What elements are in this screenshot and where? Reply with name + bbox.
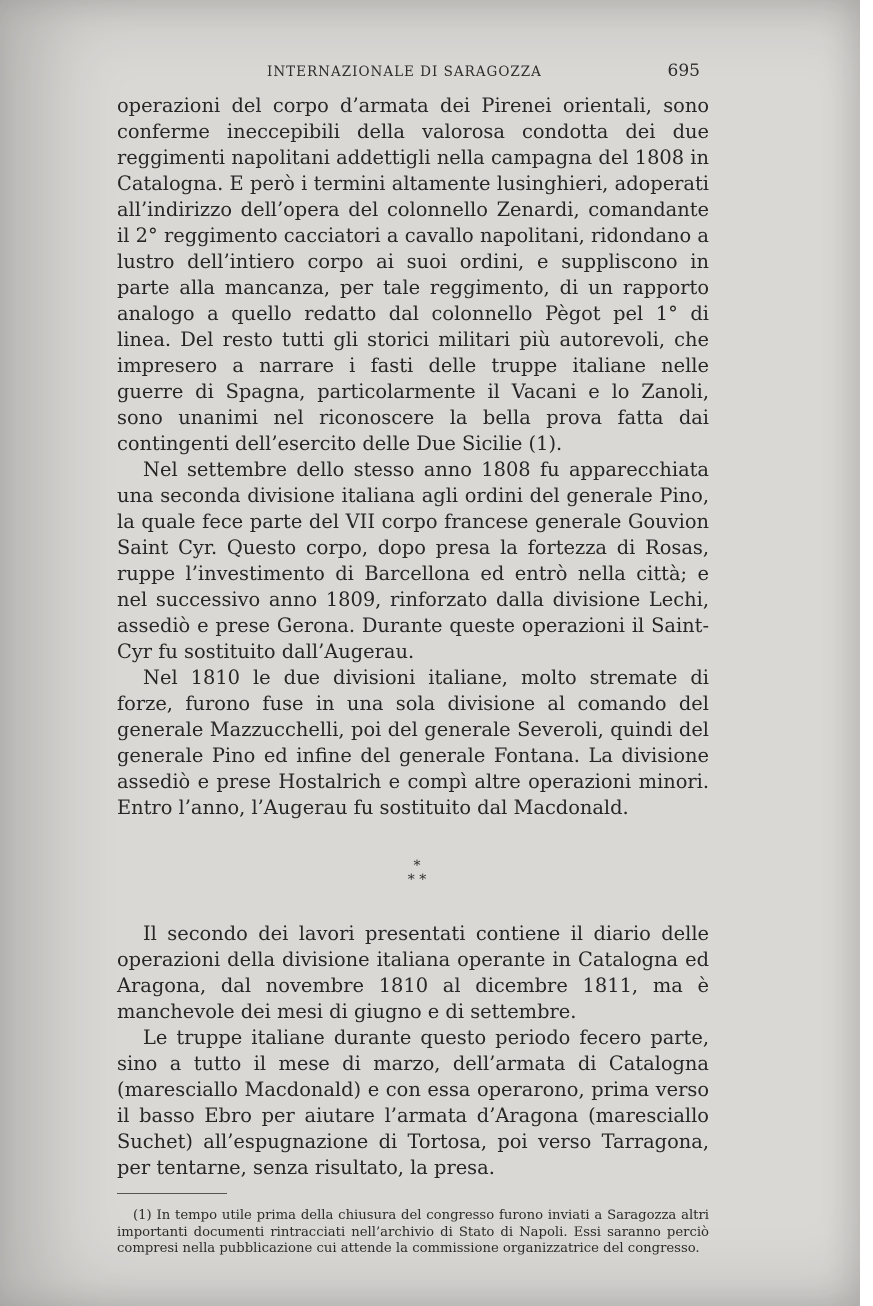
paragraph: operazioni del corpo d’armata dei Pirenei orientali, sono conferme ineccepibili della valorosa condotta dei due reggimenti napolitani addettigli nella campagna del 1808 in Catalogna. E però i termini altamente lusinghieri, adoperati all’indirizzo dell’opera del colonnello Zenardi, comandante il 2° reggimento cacciatori a cavallo napolitani, ridondano a lustro dell’intiero corpo ai suoi ordini, e suppliscono in parte alla mancanza, per tale reggimento, di un rapporto analogo a quello redatto dal colonnello Pègot pel 1° di linea. Del resto tutti gli storici militari più autorevoli, che impresero a narrare i fasti delle truppe italiane nelle guerre di Spagna, particolarmente il Vacani e lo Zanoli, sono unanimi nel riconoscere la bella prova fatta dai contingenti dell’esercito delle Due Sicilie (1). (117, 94, 709, 455)
page-edge (860, 0, 873, 1306)
paragraph: Nel 1810 le due divisioni italiane, molto stremate di forze, furono fuse in una sola divisione al comando del generale Mazzucchelli, poi del generale Severoli, quindi del generale Pino ed infine del generale Fontana. La divisione assediò e prese Hostalrich e compì altre operazioni minori. Entro l’anno, l’Augerau fu sostituito dal Macdonald. (117, 666, 709, 819)
separator-stars-bottom: * * (407, 872, 427, 888)
paragraph: Le truppe italiane durante questo periodo fecero parte, sino a tutto il mese di marzo, dell’armata di Catalogna (maresciallo Macdonald) e con essa operarono, prima verso il basso Ebro per aiutare l’armata d’Aragona (maresciallo Suchet) all’espugnazione di Tortosa, poi verso Tarragona, per tentarne, senza risultato, la presa. (117, 1026, 709, 1179)
separator-star-top: * (413, 858, 421, 874)
page-number: 695 (667, 61, 700, 81)
running-title: INTERNAZIONALE DI SARAGOZZA (267, 64, 542, 80)
page-header (117, 61, 700, 85)
footnote: (1) In tempo utile prima della chiusura del congresso furono inviati a Saragozza altri importanti documenti rintracciati nell’archivio di Stato di Napoli. Essi saranno perciò compresi nella pubblicazione cui attende la commissione organizzatrice del congresso. (117, 1208, 709, 1256)
paragraph: Nel settembre dello stesso anno 1808 fu apparecchiata una seconda divisione italiana agli ordini del generale Pino, la quale fece parte del VII corpo francese generale Gouvion Saint Cyr. Questo corpo, dopo presa la fortezza di Rosas, ruppe l’investimento di Barcellona ed entrò nella città; e nel successivo anno 1809, rinforzato dalla divisione Lechi, assediò e prese Gerona. Durante queste operazioni il Saint-Cyr fu sostituito dall’Augerau. (117, 458, 709, 663)
page-body (117, 93, 709, 1258)
paragraph: Il secondo dei lavori presentati contiene il diario delle operazioni della divisione italiana operante in Catalogna ed Aragona, dal novembre 1810 al dicembre 1811, ma è manchevole dei mesi di giugno e di settembre. (117, 922, 709, 1023)
section-separator (117, 859, 709, 887)
footnote-rule (117, 1193, 227, 1194)
